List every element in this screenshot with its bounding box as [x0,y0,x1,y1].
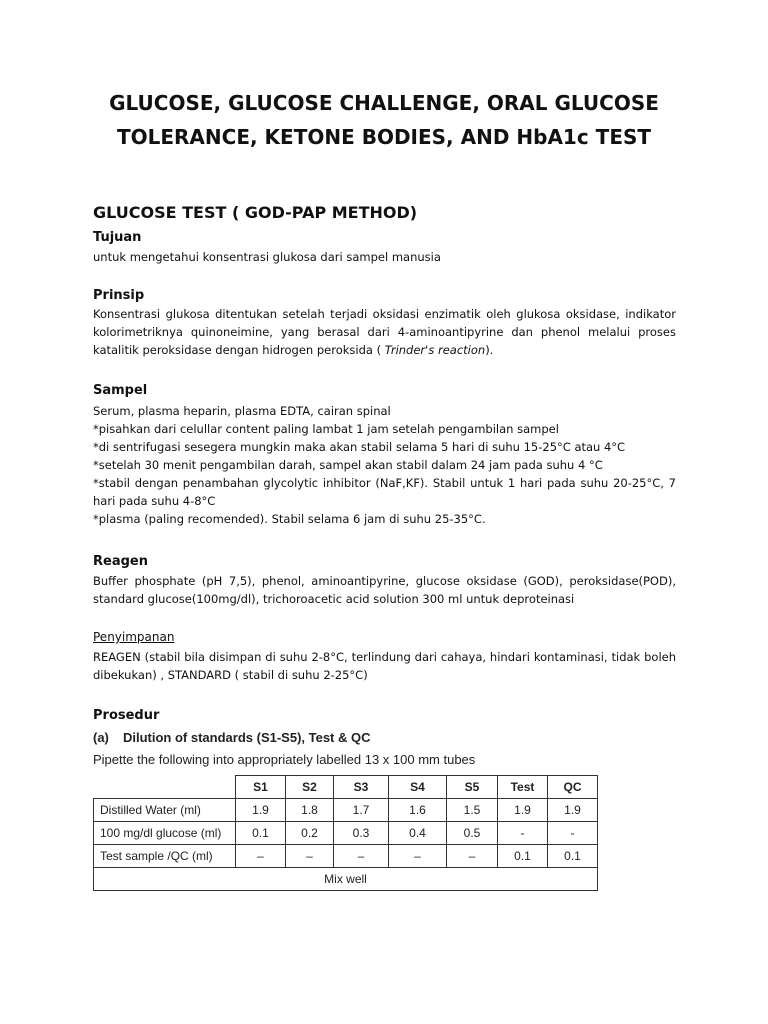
dilution-subtitle-label: (a) [93,730,109,745]
sampel-line-5: *stabil dengan penambahan glycolytic inhibitor (NaF,KF). Stabil untuk 1 hari pada suhu 20-25°C, 7 hari pada suhu 4-8°C [93,476,676,508]
prosedur-heading: Prosedur [93,708,160,723]
reagen-text: Buffer phosphate (pH 7,5), phenol, aminoantipyrine, glucose oksidase (GOD), peroksidase(POD), standard glucose(100mg/dl), trichoroacetic acid solution 300 ml untuk deproteinasi [93,574,676,606]
penyimpanan-text: REAGEN (stabil bila disimpan di suhu 2-8°C, terlindung dari cahaya, hindari kontaminasi, tidak boleh dibekukan) , STANDARD ( stabil di suhu 2-25°C) [93,650,676,682]
table-cell: – [236,845,286,868]
table-cell: – [389,845,447,868]
table-header-row [94,776,598,799]
table-cell: 1.9 [548,799,598,822]
row-label: Test sample /QC (ml) [94,845,236,868]
column-header-s1: S1 [236,776,286,799]
document-title-line-1: GLUCOSE, GLUCOSE CHALLENGE, ORAL GLUCOSE [109,91,659,115]
table-cell: 0.2 [286,822,334,845]
table-cell: 0.1 [236,822,286,845]
table-cell: 0.1 [548,845,598,868]
pipette-instruction: Pipette the following into appropriately labelled 13 x 100 mm tubes [93,752,476,767]
column-header-test: Test [498,776,548,799]
table-cell: – [334,845,389,868]
table-cell: 0.4 [389,822,447,845]
prinsip-text [93,305,676,359]
tujuan-heading: Tujuan [93,230,142,245]
table-cell: 0.3 [334,822,389,845]
sampel-line-4: *setelah 30 menit pengambilan darah, sampel akan stabil dalam 24 jam pada suhu 4 °C [93,458,603,472]
prinsip-text-main: Konsentrasi glukosa ditentukan setelah terjadi oksidasi enzimatik oleh glukosa oksidase, indikator kolorimetriknya quinoneimine, yang berasal dari 4-aminoantipyrine dan phenol melalui proses katalitik peroksidase dengan hidrogen peroksida ( [93,307,676,357]
sampel-line-6: *plasma (paling recomended). Stabil selama 6 jam di suhu 25-35°C. [93,512,486,526]
table-cell: 1.8 [286,799,334,822]
penyimpanan-heading: Penyimpanan [93,630,175,644]
section-heading: GLUCOSE TEST ( GOD-PAP METHOD) [93,203,418,222]
table-cell: - [498,822,548,845]
document-title-line-2: TOLERANCE, KETONE BODIES, AND HbA1c TEST [116,125,652,149]
table-cell: – [447,845,498,868]
table-row [94,845,598,868]
tujuan-text: untuk mengetahui konsentrasi glukosa dari sampel manusia [93,250,441,264]
column-header-s2: S2 [286,776,334,799]
row-label: 100 mg/dl glucose (ml) [94,822,236,845]
column-header-s5: S5 [447,776,498,799]
sampel-line-1: Serum, plasma heparin, plasma EDTA, cairan spinal [93,404,391,418]
prinsip-heading: Prinsip [93,288,145,303]
table-corner-cell [94,776,236,799]
table-cell: – [286,845,334,868]
column-header-qc: QC [548,776,598,799]
table-cell: 1.9 [498,799,548,822]
reagen-heading: Reagen [93,554,148,569]
prinsip-text-end: ). [485,343,494,357]
table-cell: 1.9 [236,799,286,822]
table-cell: 0.5 [447,822,498,845]
table-row [94,799,598,822]
sampel-heading: Sampel [93,383,148,398]
dilution-subtitle-text: Dilution of standards (S1-S5), Test & QC [123,730,371,745]
table-cell: - [548,822,598,845]
table-cell: 1.6 [389,799,447,822]
dilution-subtitle [93,730,371,745]
sampel-line-2: *pisahkan dari celullar content paling lambat 1 jam setelah pengambilan sampel [93,422,559,436]
sampel-line-3: *di sentrifugasi sesegera mungkin maka akan stabil selama 5 hari di suhu 15-25°C atau 4°C [93,440,626,454]
dilution-table [93,775,598,891]
table-cell: 0.1 [498,845,548,868]
column-header-s4: S4 [389,776,447,799]
mix-well-note: Mix well [94,868,598,891]
prinsip-text-italic: Trinder's reaction [384,343,486,357]
table-cell: 1.7 [334,799,389,822]
column-header-s3: S3 [334,776,389,799]
table-row [94,822,598,845]
row-label: Distilled Water (ml) [94,799,236,822]
table-cell: 1.5 [447,799,498,822]
table-footer-row [94,868,598,891]
